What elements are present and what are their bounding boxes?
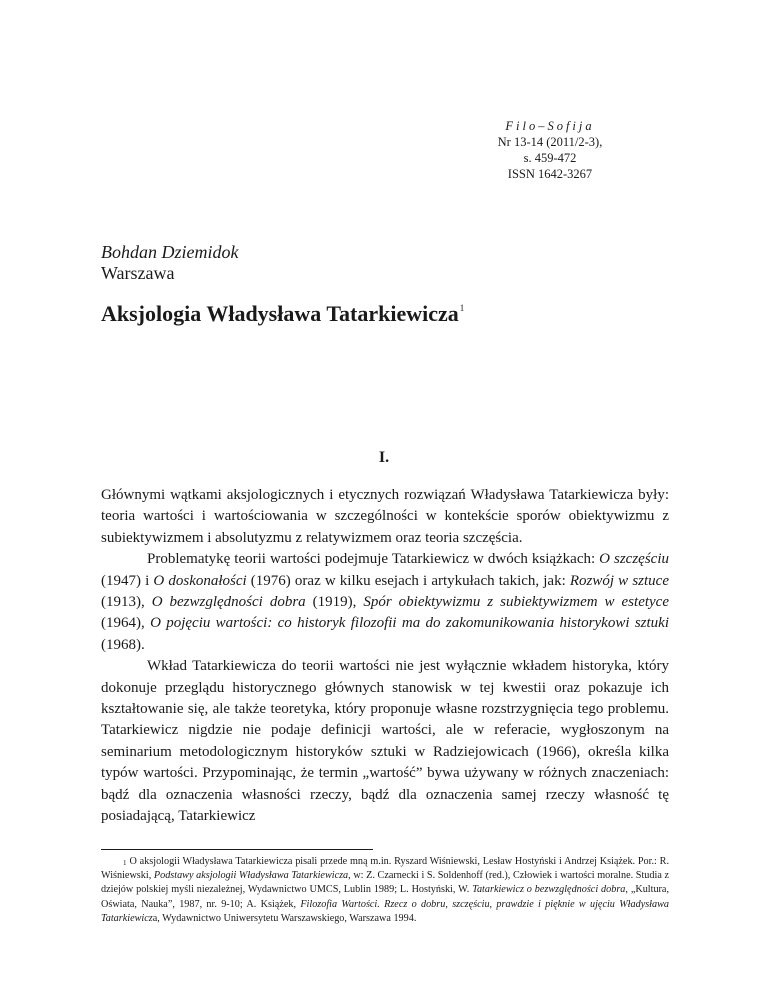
journal-issue: Nr 13-14 (2011/2-3),: [497, 135, 603, 149]
paragraph-2: Problematykę teorii wartości podejmuje Tatarkiewicz w dwóch książkach: O szczęściu (1947) i O doskonałości (1976) oraz w kilku esejach i artykułach takich, jak: Rozwój w sztuce (1913), O bezwzględności dobra (1919), Spór obiektywizmu z subiektywizmem w estetyce (1964), O pojęciu wartości: co historyk filozofii ma do zakomunikowania historykowi sztuki (1968).: [101, 551, 669, 653]
journal-header: [450, 118, 650, 182]
article-title: [101, 301, 464, 327]
footnote-1: [101, 855, 669, 926]
section-heading: I.: [378, 449, 390, 466]
paragraph-3: Wkład Tatarkiewicza do teorii wartości nie jest wyłącznie wkładem historyka, który dokonuje przeglądu historycznego głównych stanowisk w tej kwestii oraz pokazuje ich kształtowanie się, ale także teoretyka, który proponuje własne rozstrzygnięcia tego problemu. Tatarkiewicz nigdzie nie podaje definicji wartości, ale w referacie, wygłoszonym na seminarium metodologicznym historyków sztuki w Radziejowicach (1966), określa kilka typów wartości. Przypominając, że termin „wartość” bywa używany w różnych znaczeniach: bądź dla oznaczenia własności rzeczy, bądź dla oznaczenia samej rzeczy własność tę posiadającą, Tatarkiewicz: [101, 658, 669, 825]
journal-name: Filo–Sofija: [505, 119, 595, 133]
footnote-separator: [101, 849, 373, 850]
footnote-text: $^1$ O aksjologii Władysława Tatarkiewicza pisali przede mną m.in. Ryszard Wiśniewski, Lesław Hostyński i Andrzej Książek. Por.: R. Wiśniewski, Podstawy aksjologii Władysława Tatarkiewicza, w: Z. Czarnecki i S. Soldenhoff (red.), Człowiek i wartości moralne. Studia z dziejów polskiej myśli niezależnej, Wydawnictwo UMCS, Lublin 1989; L. Hostyński, W. Tatarkiewicz o bezwzględności dobra, „Kultura, Oświata, Nauka”, 1987, nr. 9-10; A. Książek, Filozofia Wartości. Rzecz o dobru, szczęściu, prawdzie i pięknie w ujęciu Władysława Tatarkiewicza, Wydawnictwo Uniwersytetu Warszawskiego, Warszawa 1994.: [101, 856, 670, 924]
author-city: Warszawa: [101, 263, 175, 283]
author-name: Bohdan Dziemidok: [101, 242, 239, 262]
journal-pages: s. 459-472: [523, 151, 577, 165]
title-footnote-mark: 1: [459, 303, 465, 313]
article-title-text: Aksjologia Władysława Tatarkiewicza: [101, 301, 459, 326]
journal-issn: ISSN 1642-3267: [507, 167, 593, 181]
paragraph-1: Głównymi wątkami aksjologicznych i etycznych rozwiązań Władysława Tatarkiewicza były: teoria wartości i wartościowania w szczególności w kontekście sporów obiektywizmu z subiektywizmem i absolutyzmu z relatywizmem oraz teoria szczęścia.: [101, 487, 669, 546]
author-block: [101, 242, 238, 284]
article-body: [101, 485, 669, 828]
footnote-mark: 1: [123, 859, 127, 867]
